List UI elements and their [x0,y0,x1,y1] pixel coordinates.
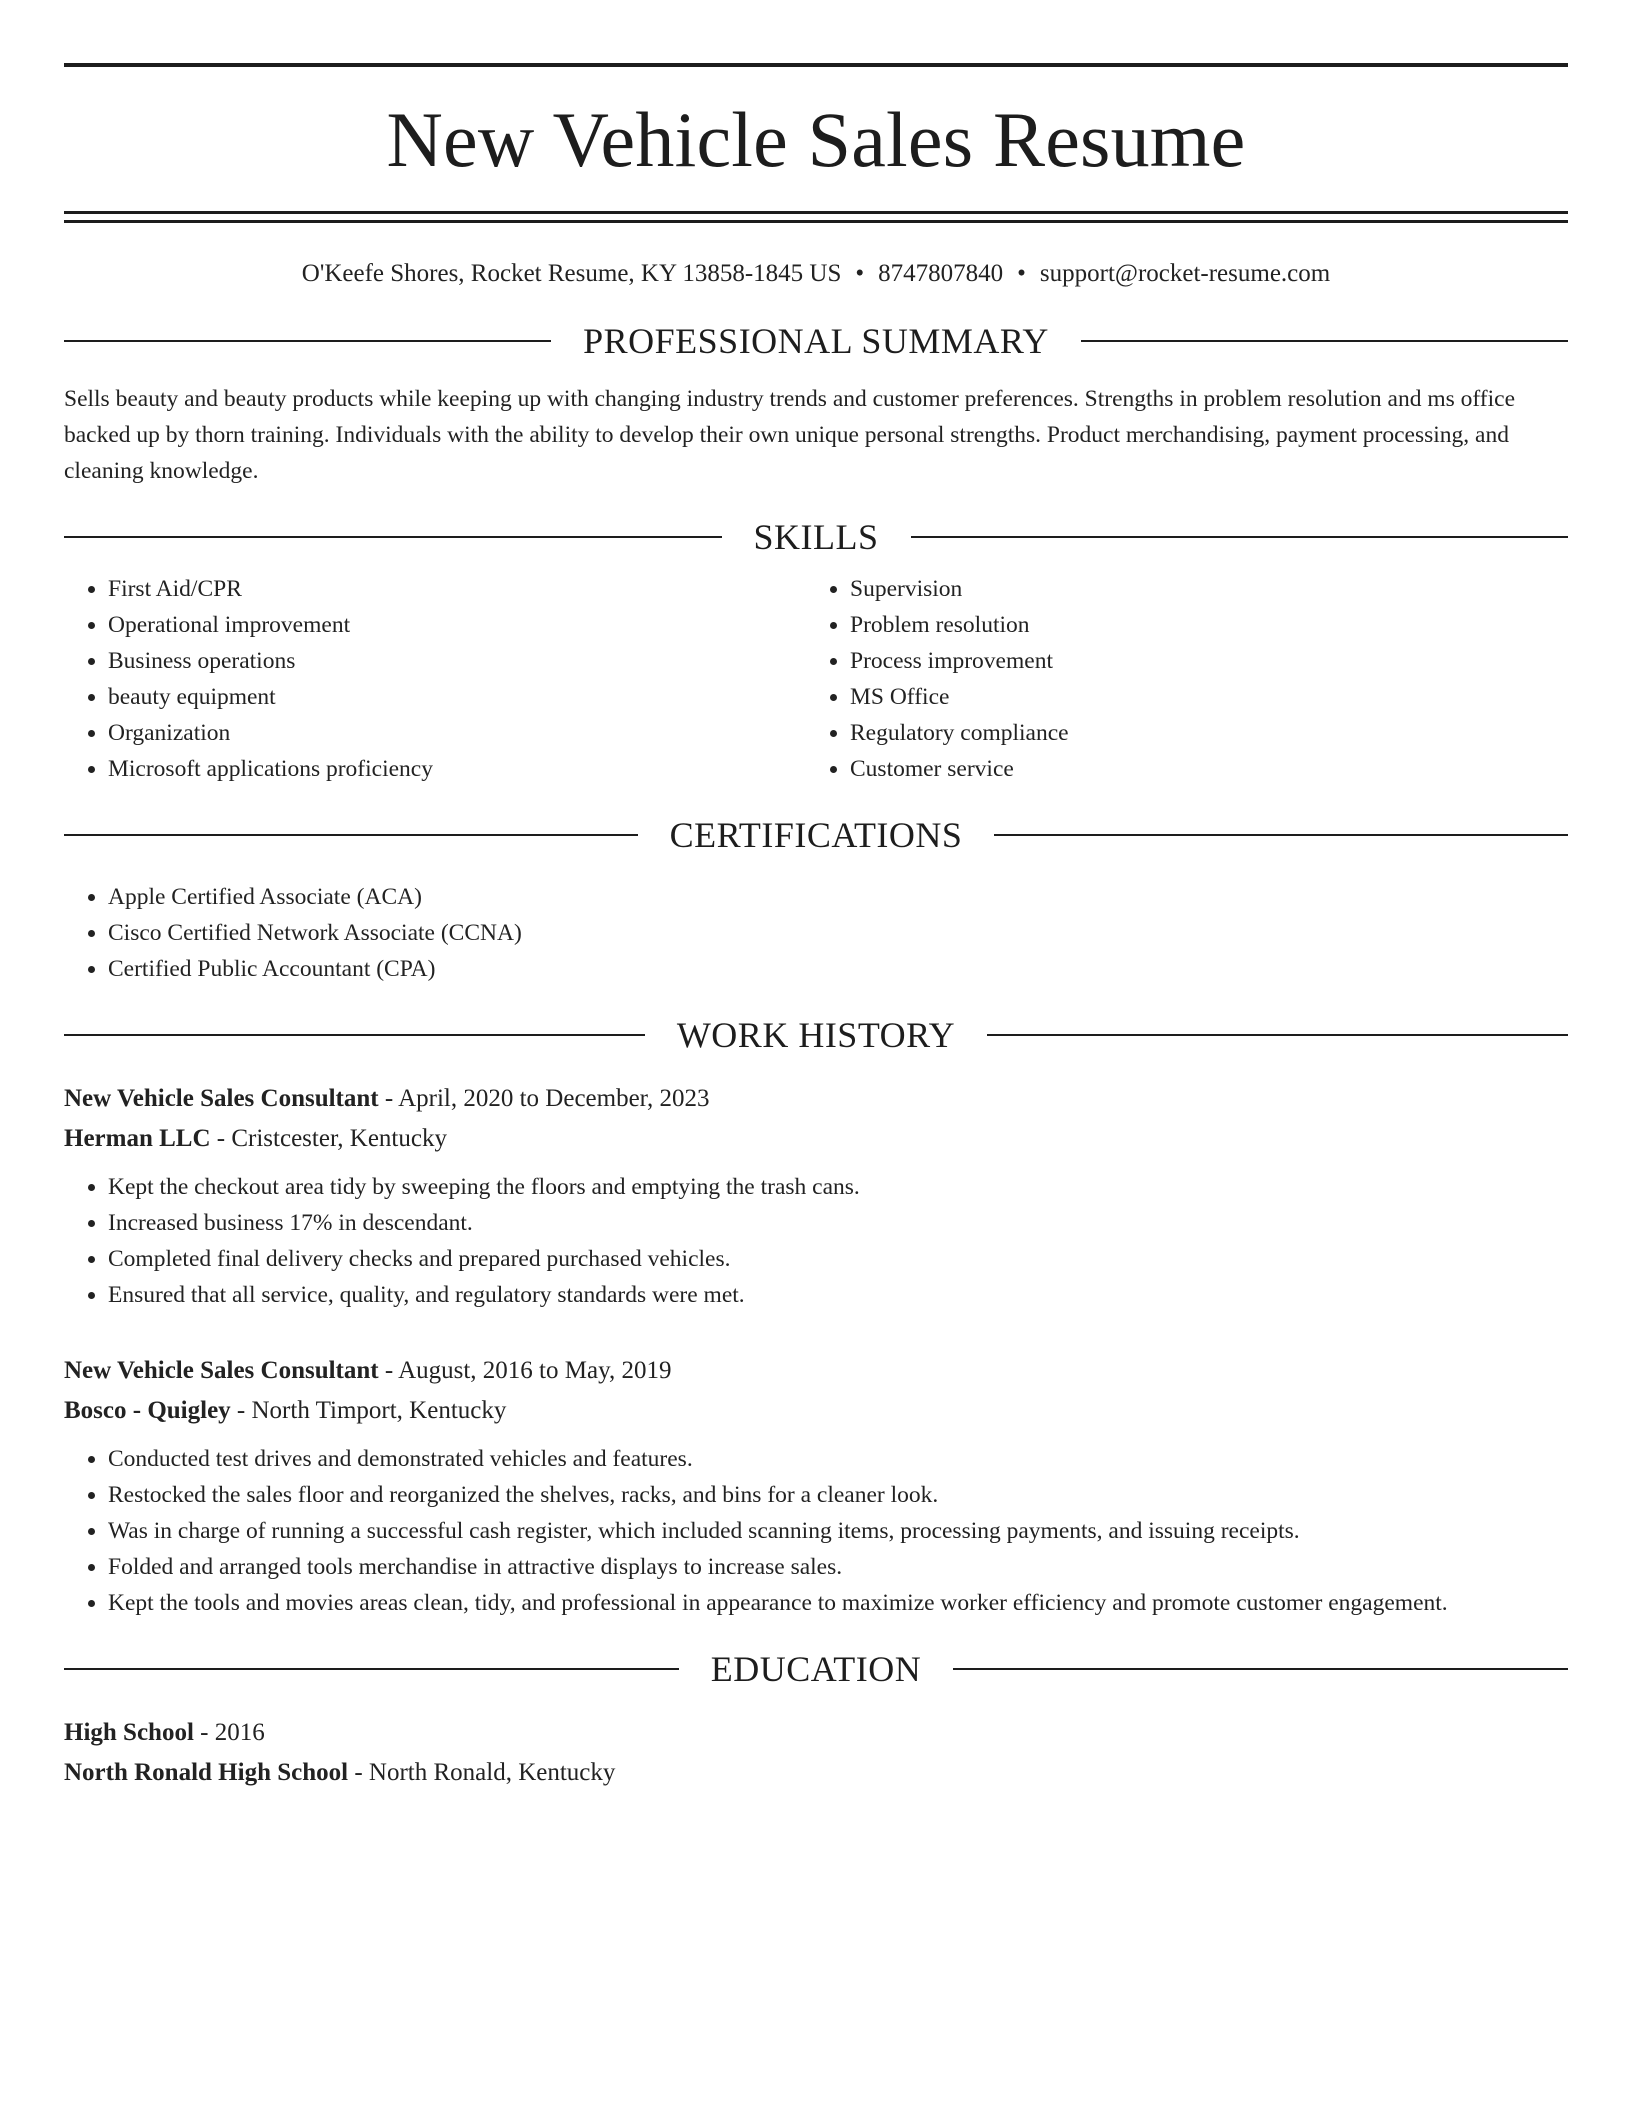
job-title-line [64,1351,1568,1391]
section-rule-right [911,536,1569,538]
skill-item: • Operational improvement [108,607,806,643]
job-duty-item: • Restocked the sales floor and reorganized the shelves, racks, and bins for a cleaner look. [108,1477,1568,1513]
skill-item: • Customer service [850,751,1548,787]
job-company-line [64,1119,1568,1159]
job-duty-item: • Kept the tools and movies areas clean, tidy, and professional in appearance to maximize worker efficiency and promote customer engagement. [108,1585,1568,1621]
certifications-list [64,879,1568,987]
education-entry [64,1713,1568,1793]
job-title: New Vehicle Sales Consultant [64,1357,379,1384]
skill-item: • First Aid/CPR [108,571,806,607]
job-title-line [64,1079,1568,1119]
job-dates: - August, 2016 to May, 2019 [378,1357,672,1384]
certification-item: • Certified Public Accountant (CPA) [108,951,1568,987]
education-location: - North Ronald, Kentucky [348,1759,616,1786]
job-duty-item: • Completed final delivery checks and prepared purchased vehicles. [108,1241,1568,1277]
section-rule-left [64,1668,679,1670]
job-dates: - April, 2020 to December, 2023 [378,1085,710,1112]
section-rule-left [64,834,638,836]
contact-address: O'Keefe Shores, Rocket Resume, KY 13858-1845 US [301,260,842,287]
job-duty-item: • Kept the checkout area tidy by sweeping the floors and emptying the trash cans. [108,1169,1568,1205]
job-duty-item: • Folded and arranged tools merchandise in attractive displays to increase sales. [108,1549,1568,1585]
contact-separator: • [855,260,865,287]
skill-item: • Process improvement [850,643,1548,679]
section-title-skills: SKILLS [753,517,879,557]
contact-line [64,259,1568,289]
job-company-line [64,1391,1568,1431]
education-school: North Ronald High School [64,1759,349,1786]
job-entry [64,1079,1568,1313]
job-company: Herman LLC [64,1125,211,1152]
job-location: - Cristcester, Kentucky [210,1125,447,1152]
job-duty-item: • Increased business 17% in descendant. [108,1205,1568,1241]
summary-text: Sells beauty and beauty products while keeping up with changing industry trends and customer preferences. Strengths in problem resolution and ms office backed up by thorn training. Individuals with the ability to develop their own unique personal strengths. Product merchandising, payment processing, and cleaning knowledge. [64,386,1515,484]
section-rule-left [64,1034,645,1036]
skills-column-left [64,571,806,787]
section-header-summary [64,323,1568,359]
contact-phone: 8747807840 [878,260,1004,287]
skill-item: • beauty equipment [108,679,806,715]
skill-item: • MS Office [850,679,1548,715]
section-title-certifications: CERTIFICATIONS [669,815,963,855]
section-title-education: EDUCATION [710,1649,922,1689]
job-duties [64,1441,1568,1621]
section-header-education [64,1651,1568,1687]
section-header-work-history [64,1017,1568,1053]
section-rule-right [953,1668,1568,1670]
contact-email: support@rocket-resume.com [1039,260,1331,287]
skill-item: • Organization [108,715,806,751]
section-title-work-history: WORK HISTORY [676,1015,956,1055]
top-rule [64,63,1568,67]
section-rule-right [994,834,1568,836]
section-rule-left [64,536,722,538]
contact-separator: • [1017,260,1026,287]
certification-item: • Cisco Certified Network Associate (CCNA) [108,915,1568,951]
skill-item: • Business operations [108,643,806,679]
job-duties [64,1169,1568,1313]
job-title: New Vehicle Sales Consultant [64,1085,379,1112]
certification-item: • Apple Certified Associate (ACA) [108,879,1568,915]
job-entry [64,1351,1568,1621]
education-school-line [64,1753,1568,1793]
job-duty-item: • Ensured that all service, quality, and regulatory standards were met. [108,1277,1568,1313]
education-year: - 2016 [193,1719,265,1746]
section-rule-left [64,340,551,342]
job-location: - North Timport, Kentucky [230,1397,507,1424]
skills-list [64,571,1568,787]
section-rule-right [1081,340,1568,342]
skill-item: • Regulatory compliance [850,715,1548,751]
title-double-rule [64,211,1568,223]
section-header-certifications [64,817,1568,853]
education-degree: High School [64,1719,194,1746]
job-company: Bosco - Quigley [64,1397,231,1424]
skills-column-right [806,571,1548,787]
section-rule-right [987,1034,1568,1036]
skill-item: • Supervision [850,571,1548,607]
job-duty-item: • Conducted test drives and demonstrated vehicles and features. [108,1441,1568,1477]
skill-item: • Microsoft applications proficiency [108,751,806,787]
section-title-summary: PROFESSIONAL SUMMARY [583,321,1049,361]
resume-title: New Vehicle Sales Resume [386,96,1246,183]
section-header-skills [64,519,1568,555]
skill-item: • Problem resolution [850,607,1548,643]
education-degree-line [64,1713,1568,1753]
job-duty-item: • Was in charge of running a successful cash register, which included scanning items, processing payments, and issuing receipts. [108,1513,1568,1549]
